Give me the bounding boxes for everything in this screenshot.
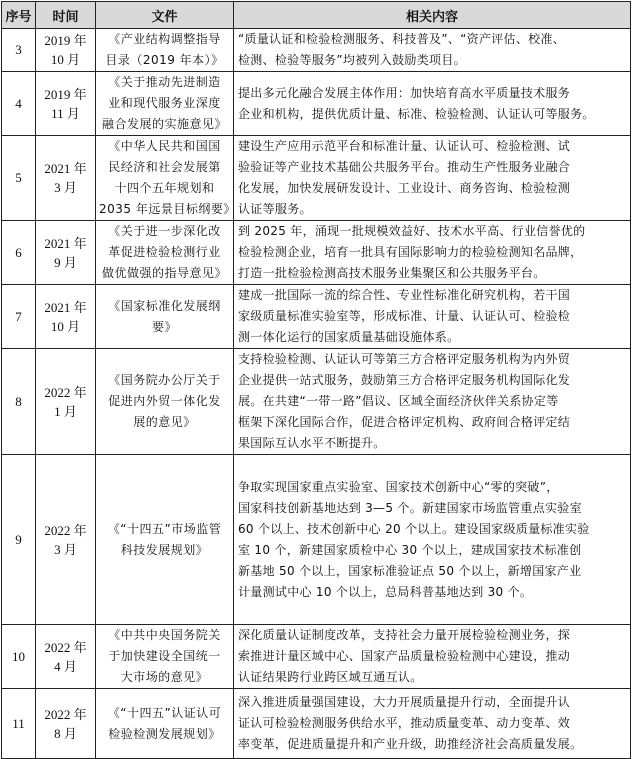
row-number: 10 bbox=[2, 625, 36, 689]
time-line: 4 月 bbox=[54, 658, 77, 674]
content-line: 认证等服务。 bbox=[238, 202, 312, 216]
content-line: 新基地 50 个以上，国家标准验证点 50 个以上，新增国家产业 bbox=[238, 563, 582, 578]
file-line: 融合发展的实施意见》 bbox=[101, 117, 227, 131]
row-content bbox=[234, 136, 631, 221]
policy-table bbox=[1, 1, 631, 759]
time-line: 10 月 bbox=[50, 318, 81, 334]
content-line: 提出多元化融合发展主体作用：加快培育高水平质量技术服务 bbox=[238, 85, 571, 100]
table-header-row bbox=[2, 2, 631, 29]
content-line: 国家科技创新基地达到 3—5 个。新建国家市场监管重点实验室 bbox=[238, 500, 582, 515]
row-time bbox=[36, 72, 96, 136]
time-line: 1 月 bbox=[54, 403, 77, 419]
row-time bbox=[36, 29, 96, 72]
table-row bbox=[2, 136, 631, 221]
content-line: 60 个以上、技术创新中心 20 个以上。建设国家级质量标准实验 bbox=[238, 521, 590, 536]
file-line: 革促进检验检测行业 bbox=[108, 245, 221, 259]
content-line: 企业提供一站式服务，鼓励第三方合格评定服务机构国际化发 bbox=[238, 373, 571, 387]
row-file bbox=[96, 625, 234, 689]
content-line: 框架下深化国际合作，促进合格评定机构、政府间合格评定结 bbox=[238, 415, 571, 429]
file-line: 《“十四五”认证认可 bbox=[107, 705, 222, 720]
content-line: 家级质量标准实验室等，形成标准、计量、认证认可、检验检 bbox=[238, 309, 571, 323]
content-line: 认证结果跨行业跨区域互通互认。 bbox=[238, 670, 423, 684]
file-line: 《“十四五”市场监管 bbox=[107, 521, 222, 536]
file-line: 业和现代服务业深度 bbox=[108, 96, 221, 110]
content-line: 到 2025 年，涌现一批规模效益好、技术水平高、行业信誉优的 bbox=[238, 224, 586, 238]
content-line: 检验检测企业，培育一批具有国际影响力的检验检测知名品牌， bbox=[238, 245, 583, 259]
content-line: 果国际互认水平不断提升。 bbox=[238, 436, 386, 450]
time-line: 2022 年 bbox=[44, 384, 87, 400]
time-line: 11 月 bbox=[51, 105, 80, 121]
time-line: 10 月 bbox=[50, 52, 81, 67]
time-line: 2022 年 bbox=[44, 522, 87, 538]
content-line: 展。在共建“一带一路”倡议、区域全面经济伙伴关系协定等 bbox=[238, 394, 559, 408]
table-body bbox=[2, 29, 631, 759]
row-number: 6 bbox=[2, 221, 36, 285]
content-line: 索推进计量区域中心、国家产品质量检验检测中心建设，推动 bbox=[238, 649, 571, 663]
time-line: 9 月 bbox=[54, 254, 77, 270]
content-line: “质量认证和检验检测服务、科技普及”、“资产评估、校准、 bbox=[238, 32, 566, 46]
file-line: 十四个五年规划和 bbox=[114, 181, 215, 195]
time-line: 2021 年 bbox=[44, 299, 87, 315]
file-line: 于加快建设全国统一 bbox=[108, 649, 221, 663]
row-file bbox=[96, 455, 234, 625]
file-line: 《关于推动先进制造 bbox=[108, 75, 221, 89]
content-line: 室 10 个，新建国家质检中心 30 个以上，建成国家技术标准创 bbox=[238, 542, 582, 557]
header-file: 文件 bbox=[96, 2, 234, 29]
row-time bbox=[36, 285, 96, 349]
row-content bbox=[234, 72, 631, 136]
time-line: 2022 年 bbox=[44, 706, 87, 722]
time-line: 8 月 bbox=[54, 725, 77, 741]
file-line: 《国务院办公厅关于 bbox=[108, 373, 221, 387]
row-file bbox=[96, 349, 234, 455]
content-line: 争取实现国家重点实验室、国家技术创新中心“零的突破”， bbox=[238, 479, 559, 494]
row-file bbox=[96, 136, 234, 221]
row-content bbox=[234, 285, 631, 349]
row-time bbox=[36, 349, 96, 455]
file-line: 《关于进一步深化改 bbox=[108, 224, 221, 238]
content-line: 打造一批检验检测高技术服务业集聚区和公共服务平台。 bbox=[238, 266, 546, 280]
file-line: 民经济和社会发展第 bbox=[108, 160, 221, 174]
file-line: 《中共中央国务院关 bbox=[108, 628, 221, 642]
content-line: 检测、检验等服务”均被列入鼓励类项目。 bbox=[238, 53, 466, 67]
file-line: 展的意见》 bbox=[133, 415, 196, 429]
row-content bbox=[234, 29, 631, 72]
content-line: 率变革，促进质量提升和产业升级，助推经济社会高质量发展。 bbox=[238, 737, 583, 751]
row-number: 7 bbox=[2, 285, 36, 349]
file-line: 《国家标准化发展纲 bbox=[108, 298, 221, 313]
file-line: 2035 年远景目标纲要》 bbox=[99, 202, 236, 216]
row-number: 4 bbox=[2, 72, 36, 136]
row-file bbox=[96, 285, 234, 349]
row-time bbox=[36, 625, 96, 689]
table-row bbox=[2, 72, 631, 136]
table-row bbox=[2, 689, 631, 759]
content-line: 化发展，加快发展研发设计、工业设计、商务咨询、检验检测 bbox=[238, 181, 571, 195]
file-line: 做优做强的指导意见》 bbox=[101, 266, 227, 280]
content-line: 建成一批国际一流的综合性、专业性标准化研究机构，若干国 bbox=[238, 288, 571, 302]
header-time: 时间 bbox=[36, 2, 96, 29]
file-line: 目录（2019 年本）》 bbox=[105, 53, 224, 67]
row-time bbox=[36, 455, 96, 625]
row-file bbox=[96, 29, 234, 72]
content-line: 测一体化运行的国家质量基础设施体系。 bbox=[238, 330, 460, 344]
row-number: 9 bbox=[2, 455, 36, 625]
file-line: 大市场的意见》 bbox=[120, 670, 209, 684]
table-row bbox=[2, 349, 631, 455]
time-line: 2021 年 bbox=[44, 161, 87, 176]
row-content bbox=[234, 455, 631, 625]
content-line: 支持检验检测、认证认可等第三方合格评定服务机构为内外贸 bbox=[238, 352, 571, 366]
row-number: 8 bbox=[2, 349, 36, 455]
time-line: 2021 年 bbox=[44, 235, 87, 251]
row-number: 11 bbox=[2, 689, 36, 759]
file-line: 《中华人民共和国国 bbox=[108, 139, 221, 153]
file-line: 科技发展规划》 bbox=[120, 542, 209, 557]
content-line: 企业和机构，提供优质计量、标准、检验检测、认证认可等服务。 bbox=[238, 106, 595, 121]
header-num: 序号 bbox=[2, 2, 36, 29]
row-file bbox=[96, 72, 234, 136]
content-line: 建设生产应用示范平台和标准计量、认证认可、检验检测、试 bbox=[238, 139, 571, 153]
policy-table-container bbox=[1, 1, 630, 751]
content-line: 计量测试中心 10 个以上，总局科普基地达到 30 个。 bbox=[238, 584, 533, 599]
file-line: 促进内外贸一体化发 bbox=[108, 394, 221, 408]
table-row bbox=[2, 285, 631, 349]
time-line: 3 月 bbox=[54, 541, 77, 557]
time-line: 2022 年 bbox=[44, 639, 87, 655]
row-file bbox=[96, 689, 234, 759]
content-line: 验验证等产业技术基础公共服务平台。推动生产性服务业融合 bbox=[238, 160, 571, 174]
content-line: 深入推进质量强国建设，大力开展质量提升行动，全面提升认 bbox=[238, 695, 571, 709]
file-line: 要》 bbox=[151, 319, 177, 334]
content-line: 证认可检验检测服务供给水平，推动质量变革、动力变革、效 bbox=[238, 716, 571, 730]
row-content bbox=[234, 689, 631, 759]
row-file bbox=[96, 221, 234, 285]
content-line: 深化质量认证制度改革，支持社会力量开展检验检测业务，探 bbox=[238, 628, 571, 642]
row-time bbox=[36, 221, 96, 285]
header-content: 相关内容 bbox=[234, 2, 631, 29]
time-line: 2019 年 bbox=[44, 86, 87, 102]
table-row bbox=[2, 29, 631, 72]
row-number: 3 bbox=[2, 29, 36, 72]
row-time bbox=[36, 689, 96, 759]
file-line: 《产业结构调整指导 bbox=[108, 32, 221, 46]
table-row bbox=[2, 221, 631, 285]
row-content bbox=[234, 349, 631, 455]
row-content bbox=[234, 221, 631, 285]
time-line: 3 月 bbox=[54, 180, 77, 195]
time-line: 2019 年 bbox=[44, 33, 87, 48]
table-row bbox=[2, 625, 631, 689]
table-row bbox=[2, 455, 631, 625]
file-line: 检验检测发展规划》 bbox=[108, 726, 221, 741]
row-content bbox=[234, 625, 631, 689]
row-number: 5 bbox=[2, 136, 36, 221]
row-time bbox=[36, 136, 96, 221]
